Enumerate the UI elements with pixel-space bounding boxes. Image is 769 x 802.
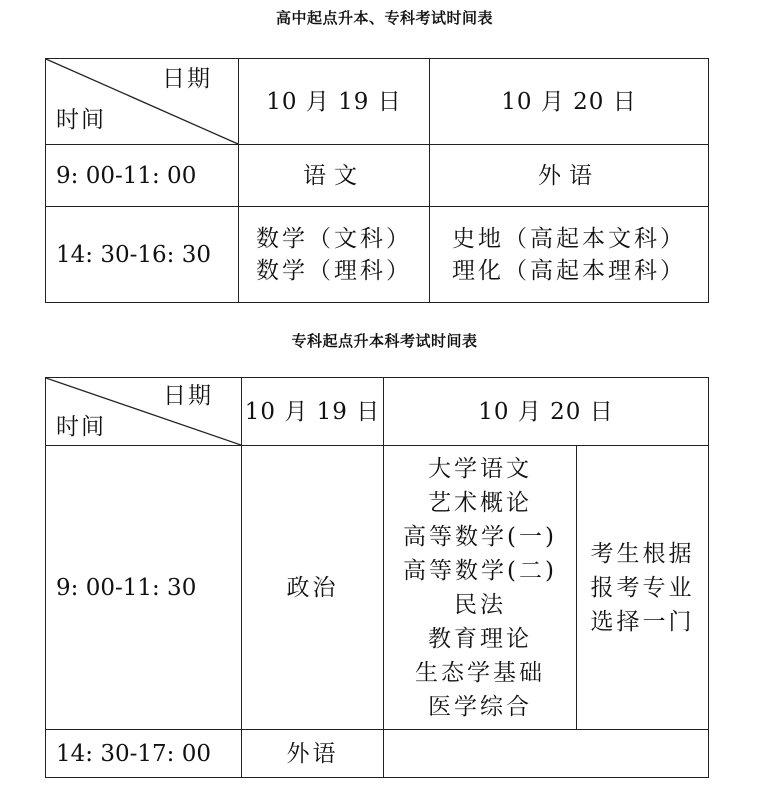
subject-cell [242, 446, 384, 730]
subject-name: 医学综合 [428, 693, 532, 720]
subject-name: 理化（高起本理科） [452, 257, 686, 284]
note-cell [577, 446, 709, 730]
diagonal-header-cell [46, 378, 242, 446]
time-cell: 14: 30-17: 00 [46, 730, 242, 778]
date-header-1: 10 月 19 日 [242, 378, 384, 446]
time-cell: 9: 00-11: 30 [46, 446, 242, 730]
subject-name: 高等数学(二) [403, 557, 557, 584]
subject-name: 艺术概论 [428, 489, 532, 516]
header-date-label: 日期 [162, 66, 212, 92]
time-cell: 9: 00-11: 00 [46, 145, 239, 207]
subject-name: 教育理论 [428, 625, 532, 652]
subject-cell [242, 730, 384, 778]
table2-title: 专科起点升本科考试时间表 [291, 332, 478, 350]
date-header-1: 10 月 19 日 [239, 59, 430, 145]
note-line: 报考专业 [590, 574, 695, 601]
subject-name: 高等数学(一) [403, 523, 557, 550]
diagonal-header-cell [46, 59, 239, 145]
subject-name: 大学语文 [428, 455, 532, 482]
date-header-2: 10 月 20 日 [384, 378, 709, 446]
subject-name: 数学（文科） [256, 225, 412, 252]
subject-cell [430, 145, 709, 207]
header-date-label: 日期 [163, 383, 213, 409]
schedule-table-1 [45, 58, 709, 303]
subject-name: 政治 [286, 574, 339, 601]
subject-name: 外语 [286, 740, 339, 767]
subject-name: 生态学基础 [415, 659, 545, 686]
table1-title: 高中起点升本、专科考试时间表 [275, 9, 493, 27]
subject-name: 数学（理科） [256, 257, 412, 284]
schedule-table-2 [45, 377, 709, 778]
subject-name: 语文 [303, 162, 365, 189]
subject-name: 史地（高起本文科） [452, 225, 686, 252]
subject-cell [430, 207, 709, 303]
subject-cell [239, 207, 430, 303]
subject-cell [239, 145, 430, 207]
subject-name: 外语 [538, 162, 600, 189]
header-time-label: 时间 [56, 107, 106, 133]
date-header-2: 10 月 20 日 [430, 59, 709, 145]
subject-name: 民法 [454, 591, 506, 618]
note-line: 考生根据 [590, 540, 695, 567]
time-cell: 14: 30-16: 30 [46, 207, 239, 303]
empty-cell [384, 730, 709, 778]
header-time-label: 时间 [56, 414, 106, 440]
subject-list-cell [384, 446, 577, 730]
note-line: 选择一门 [590, 608, 695, 635]
